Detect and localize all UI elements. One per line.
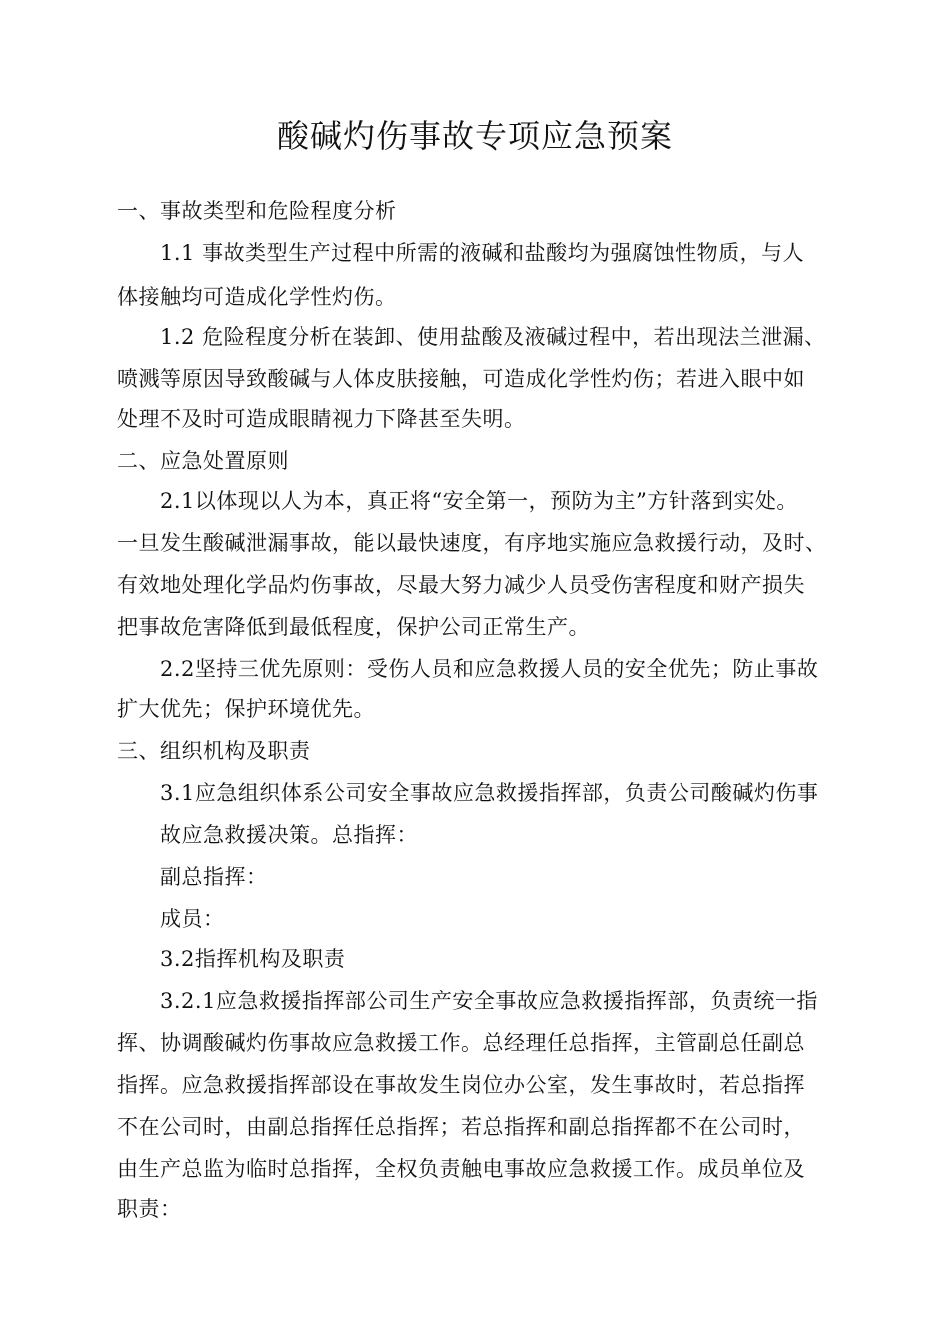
paragraph-line: 故应急救援决策。总指挥： bbox=[160, 823, 418, 847]
paragraph-line: 体接触均可造成化学性灼伤。 bbox=[117, 285, 397, 309]
paragraph-line: 有效地处理化学品灼伤事故，尽最大努力减少人员受伤害程度和财产损失 bbox=[117, 573, 805, 597]
paragraph-line: 指挥。应急救援指挥部设在事故发生岗位办公室，发生事故时，若总指挥 bbox=[117, 1073, 805, 1097]
paragraph-line: 1.1 事故类型生产过程中所需的液碱和盐酸均为强腐蚀性物质，与人 bbox=[160, 241, 805, 265]
document-title: 酸碱灼伤事故专项应急预案 bbox=[276, 117, 673, 155]
paragraph-line: 3.2.1应急救援指挥部公司生产安全事故应急救援指挥部，负责统一指 bbox=[160, 989, 818, 1013]
paragraph-line: 把事故危害降低到最低程度，保护公司正常生产。 bbox=[117, 615, 590, 639]
paragraph-line: 一旦发生酸碱泄漏事故，能以最快速度，有序地实施应急救援行动，及时、 bbox=[117, 531, 827, 555]
paragraph-line: 2.2坚持三优先原则：受伤人员和应急救援人员的安全优先；防止事故 bbox=[160, 657, 819, 681]
section-heading-1: 一、事故类型和危险程度分析 bbox=[117, 199, 397, 223]
section-heading-3: 三、组织机构及职责 bbox=[117, 739, 311, 763]
paragraph-line: 2.1以体现以人为本，真正将“安全第一，预防为主”方针落到实处。 bbox=[160, 489, 798, 513]
paragraph-line: 由生产总监为临时总指挥，全权负责触电事故应急救援工作。成员单位及 bbox=[117, 1157, 805, 1181]
paragraph-line: 不在公司时，由副总指挥任总指挥；若总指挥和副总指挥都不在公司时， bbox=[117, 1115, 805, 1139]
paragraph-line: 处理不及时可造成眼睛视力下降甚至失明。 bbox=[117, 407, 526, 431]
paragraph-line: 3.1应急组织体系公司安全事故应急救援指挥部，负责公司酸碱灼伤事 bbox=[160, 781, 819, 805]
paragraph-line: 3.2指挥机构及职责 bbox=[160, 947, 346, 971]
paragraph-line: 喷溅等原因导致酸碱与人体皮肤接触，可造成化学性灼伤；若进入眼中如 bbox=[117, 367, 805, 391]
paragraph-line: 成员： bbox=[160, 907, 225, 931]
paragraph-line: 1.2 危险程度分析在装卸、使用盐酸及液碱过程中，若出现法兰泄漏、 bbox=[160, 325, 826, 349]
paragraph-line: 扩大优先；保护环境优先。 bbox=[117, 697, 375, 721]
paragraph-line: 副总指挥： bbox=[160, 865, 268, 889]
paragraph-line: 职责： bbox=[117, 1197, 182, 1221]
section-heading-2: 二、应急处置原则 bbox=[117, 449, 289, 473]
paragraph-line: 挥、协调酸碱灼伤事故应急救援工作。总经理任总指挥，主管副总任副总 bbox=[117, 1031, 805, 1055]
